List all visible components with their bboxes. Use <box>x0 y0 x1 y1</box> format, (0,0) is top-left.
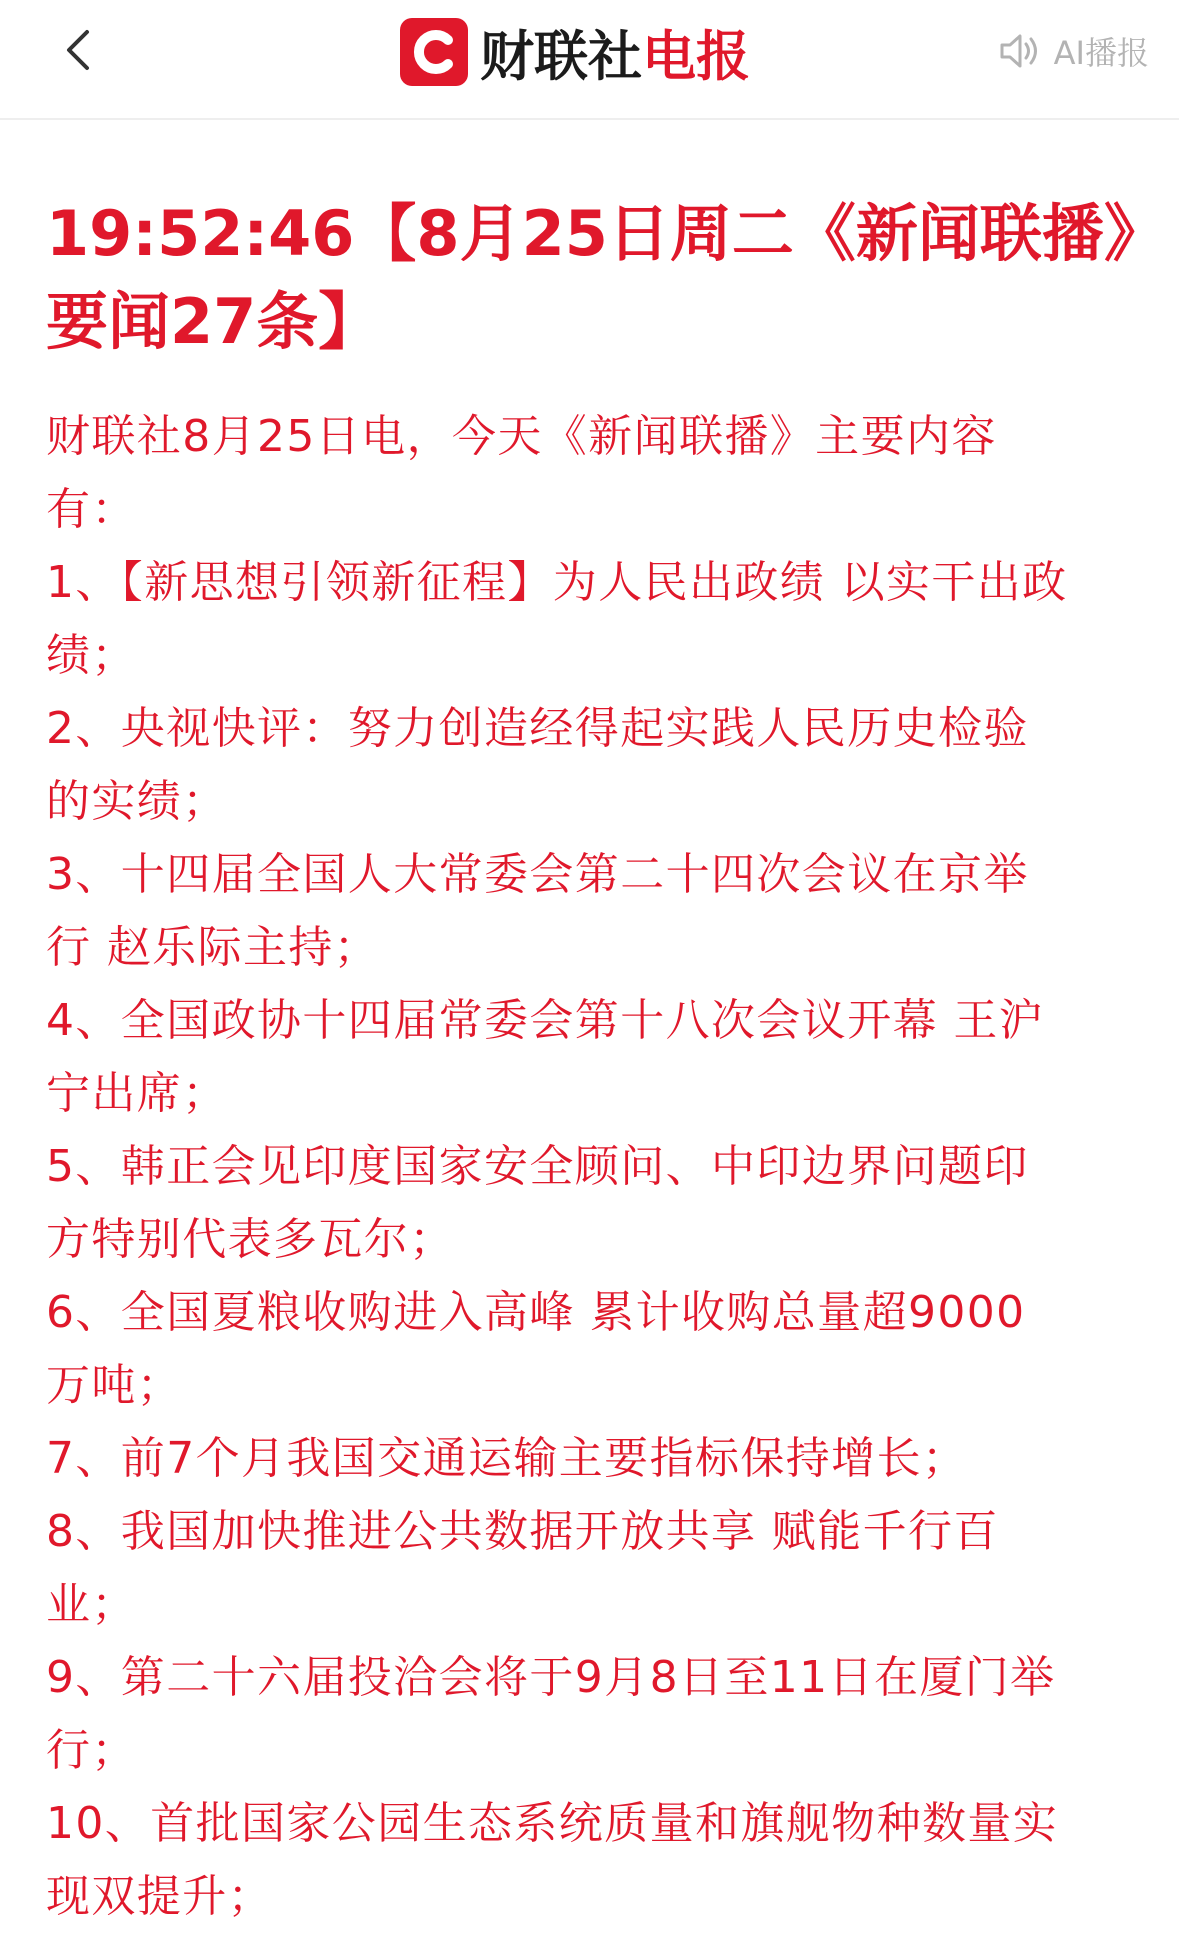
ai-broadcast-button[interactable] <box>998 28 1149 74</box>
body-line: 的实绩； <box>46 776 228 827</box>
body-line: 6、全国夏粮收购进入高峰 累计收购总量超9000 <box>46 1287 1026 1338</box>
body-line: 8、我国加快推进公共数据开放共享 赋能千行百 <box>46 1506 999 1557</box>
body-line: 方特别代表多瓦尔； <box>46 1214 455 1265</box>
headline-line-2: 要闻27条】 <box>46 285 381 358</box>
article-body <box>46 400 1146 1933</box>
body-line: 财联社8月25日电，今天《新闻联播》主要内容 <box>46 411 997 462</box>
back-button[interactable] <box>48 20 108 80</box>
body-line: 10、首批国家公园生态系统质量和旗舰物种数量实 <box>46 1798 1059 1849</box>
article-headline <box>46 190 1166 366</box>
logo-accent: 电报 <box>642 24 750 88</box>
c-logo-icon <box>400 18 468 86</box>
speaker-icon <box>998 31 1042 71</box>
headline-line-1: 19:52:46【8月25日周二《新闻联播》 <box>46 197 1166 270</box>
body-line: 万吨； <box>46 1360 183 1411</box>
body-line: 3、十四届全国人大常委会第二十四次会议在京举 <box>46 849 1029 900</box>
body-line: 2、央视快评：努力创造经得起实践人民历史检验 <box>46 703 1029 754</box>
body-line: 7、前7个月我国交通运输主要指标保持增长； <box>46 1433 968 1484</box>
body-line: 现双提升； <box>46 1871 273 1922</box>
ai-broadcast-label: AI播报 <box>1053 34 1149 72</box>
app-logo <box>400 18 750 86</box>
top-bar <box>0 0 1179 120</box>
body-line: 行； <box>46 1725 137 1776</box>
body-line: 有： <box>46 484 137 535</box>
body-line: 4、全国政协十四届常委会第十八次会议开幕 王沪 <box>46 995 1045 1046</box>
body-line: 宁出席； <box>46 1068 228 1119</box>
body-line: 9、第二十六届投洽会将于9月8日至11日在厦门举 <box>46 1652 1056 1703</box>
body-line: 5、韩正会见印度国家安全顾问、中印边界问题印 <box>46 1141 1029 1192</box>
body-line: 绩； <box>46 630 137 681</box>
logo-name: 财联社 <box>480 24 642 88</box>
chevron-left-icon <box>63 28 93 72</box>
body-line: 行 赵乐际主持； <box>46 922 380 973</box>
body-line: 业； <box>46 1579 137 1630</box>
body-line: 1、【新思想引领新征程】为人民出政绩 以实干出政 <box>46 557 1068 608</box>
